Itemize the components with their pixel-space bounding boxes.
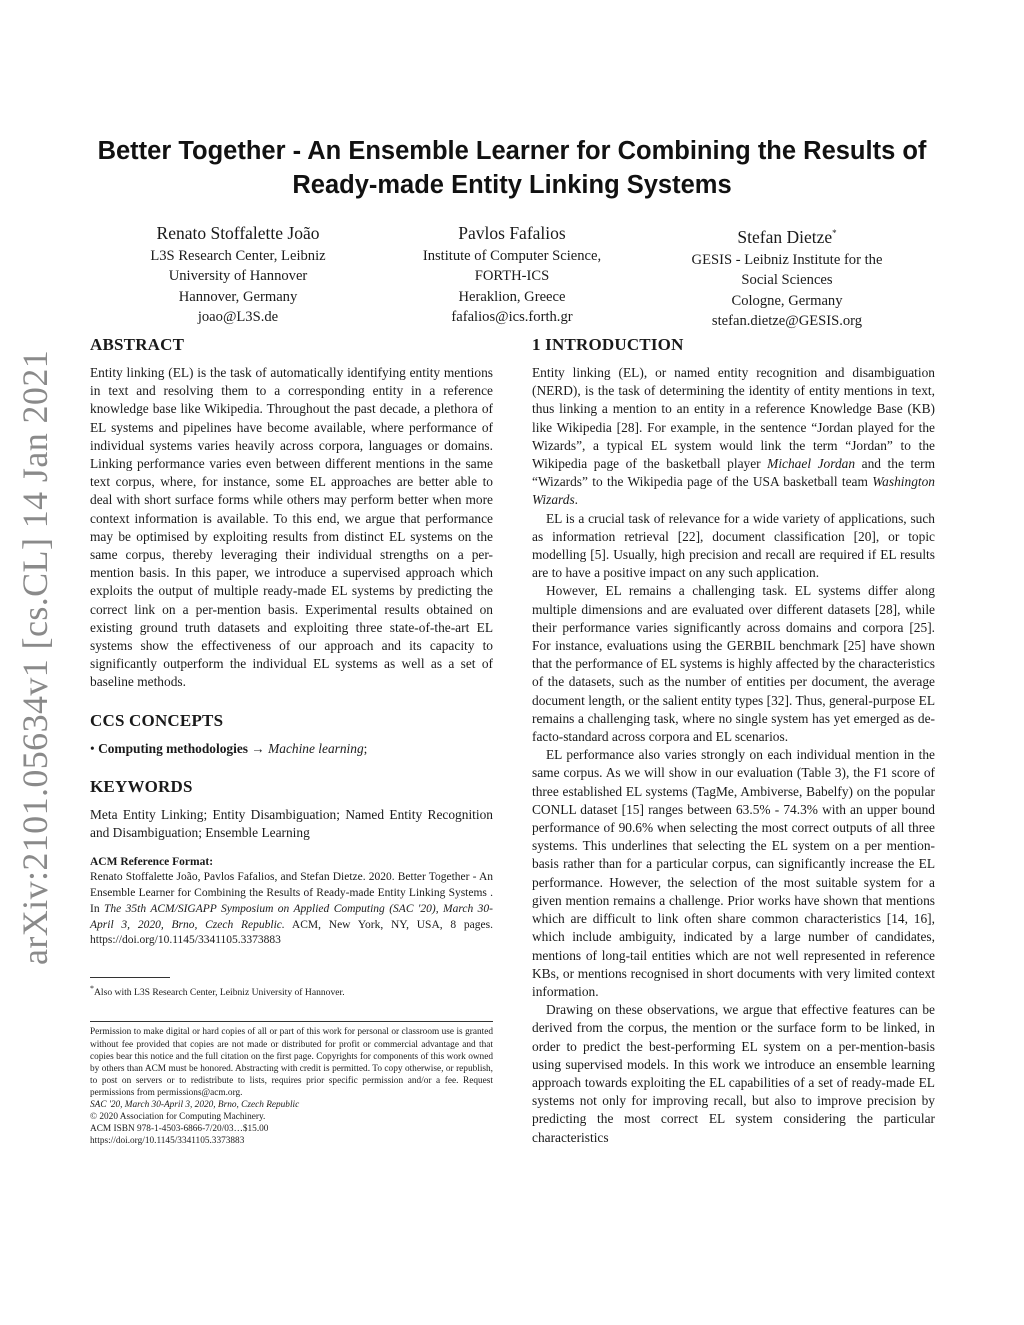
intro-paragraph-1: Entity linking (EL), or named entity recognition and disambiguation (NERD), is the task of determining the identity of entity mentions in text, thus linking a mention to an entity in a reference Knowledge Base (KB) like Wikipedia [28]. For example, in the sentence “Jordan played for the Wizards”, a typical EL system would link the term “Jordan” to the Wikipedia page of the basketball player Michael Jordan and the term “Wizards” to the Wikipedia page of the USA basketball team Washington Wizards.: [532, 365, 935, 508]
permission-doi: https://doi.org/10.1145/3341105.3373883: [90, 1136, 245, 1147]
author-location: Heraklion, Greece: [458, 288, 566, 305]
ccs-heading: CCS CONCEPTS: [90, 710, 224, 730]
author-affiliation: Institute of Computer Science,: [422, 248, 602, 264]
footnote: *Also with L3S Research Center, Leibniz University of Hannover.: [90, 984, 345, 999]
intro-paragraph-4: EL performance also varies strongly on each individual mention in the same corpus. As we will show in our evaluation (Table 3), the F1 score of three established EL systems (TagMe, Ambiverse, Babelfy) on the popular CONLL dataset [15] ranges between 63.5% - 74.3% with an upper bound performance of 90.6% when selecting the most correct outputs of all three systems. This underlines that selecting the EL system on a per mention-basis rather than for a particular corpus, can significantly increase the EL performance. However, the selection of the most suitable system for a given mention remains a challenge. Prior works have shown that mentions which are difficult to link often share common characteristics [14, 16], which include ambiguity, indicated by a large number of candidates, mentions of long-tail entities which are not well represented in reference KBs, or mentions recognised in short documents with very limited context information.: [532, 747, 935, 999]
acm-reference: [90, 856, 493, 949]
author-affiliation: FORTH-ICS: [474, 268, 550, 285]
author-2: [392, 220, 632, 328]
permission-isbn: ACM ISBN 978-1-4503-6866-7/20/03…$15.00: [90, 1124, 269, 1135]
author-affiliation: University of Hannover: [168, 268, 308, 285]
intro-paragraph-2: EL is a crucial task of relevance for a wide variety of applications, such as information retrieval [22], document classification [20], or topic modelling [5]. Usually, high precision and recall are required if EL results are to have a positive impact on any such application.: [532, 510, 935, 581]
footnote-mark: *: [832, 228, 837, 238]
ccs-concepts: • Computing methodologies → Machine learning;: [90, 740, 368, 756]
permission-text: Permission to make digital or hard copies of all or part of this work for personal or classroom use is granted without fee provided that copies are not made or distributed for profit or commercial advantage and that copies bear this notice and the full citation on the first page. Copyrights for components of this work owned by others than ACM must be honored. Abstracting with credit is permitted. To copy otherwise, or republish, to post on servers or to redistribute to lists, requires prior specific permission and/or a fee. Request permissions from permissions@acm.org.: [90, 1027, 493, 1098]
acm-reference-text: Renato Stoffalette João, Pavlos Fafalios, and Stefan Dietze. 2020. Better Together - An Ensemble Learner for Combining the Results of Ready-made Entity Linking Systems . In The 35th ACM/SIGAPP Symposium on Applied Computing (SAC '20), March 30-April 3, 2020, Brno, Czech Republic. ACM, New York, NY, USA, 8 pages. https://doi.org/10.1145/3341105.3373883: [90, 871, 493, 947]
author-name: Renato Stoffalette João: [156, 223, 320, 243]
author-affiliation: Social Sciences: [741, 272, 833, 289]
paper-title: Better Together - An Ensemble Learner for Combining the Results of Ready-made Entity Linking Systems: [97, 137, 927, 199]
permission-venue: SAC '20, March 30-April 3, 2020, Brno, Czech Republic: [90, 1100, 300, 1110]
left-column: [90, 334, 493, 1147]
author-location: Hannover, Germany: [178, 288, 298, 305]
abstract-text: Entity linking (EL) is the task of automatically identifying entity mentions in text and resolving them to a corresponding entity in a reference knowledge base like Wikipedia. Throughout the past decade, a plethora of EL systems and pipelines have become available, where performance of individual systems varies heavily across corpora, languages or domains. Linking performance varies even between different mentions in the same text corpus, where, for instance, some EL approaches are better able to deal with short surface forms while others may perform better when more context information is available. To this end, we argue that performance may be optimised by exploiting results from distinct EL systems on the same corpus, thereby leveraging their individual strengths on a per-mention basis. In this paper, we introduce a supervised approach which exploits the output of multiple ready-made EL systems by predicting the correct link on a per-mention basis. Experimental results obtained on existing ground truth datasets and exploiting three state-of-the-art EL systems show the effectiveness of our approach and its capacity to significantly outperform the individual EL systems as well as a set of baseline methods.: [90, 365, 493, 690]
author-name: Stefan Dietze*: [737, 226, 837, 247]
author-email: joao@L3S.de: [197, 309, 279, 326]
permission-rule: [90, 1021, 493, 1022]
keywords-text: Meta Entity Linking; Entity Disambiguation; Named Entity Recognition and Disambiguation; Ensemble Learning: [90, 806, 493, 841]
keywords-heading: KEYWORDS: [90, 776, 193, 796]
intro-paragraph-3: However, EL remains a challenging task. EL systems differ along multiple dimensions and are evaluated over different datasets [28], while their performance varies significantly across domains and corpora [25]. For instance, evaluations using the GERBIL benchmark [25] have shown that the performance of EL systems is highly affected by the characteristics of the datasets, such as the number of entities per document, the average document length, or the salient entity types [32]. Thus, general-purpose EL remains a challenging task, where no single system has yet emerged as de-facto-standard across corpora and EL scenarios.: [532, 583, 935, 745]
author-email: fafalios@ics.forth.gr: [451, 309, 573, 326]
author-3: [667, 220, 907, 331]
author-location: Cologne, Germany: [731, 292, 843, 309]
abstract-heading: ABSTRACT: [90, 335, 185, 354]
permission-copyright: © 2020 Association for Computing Machinery.: [90, 1112, 266, 1123]
author-affiliation: GESIS - Leibniz Institute for the: [691, 251, 883, 268]
footnote-rule: [90, 977, 170, 978]
author-1: [118, 220, 358, 328]
acm-reference-heading: ACM Reference Format:: [90, 856, 214, 869]
permission-block: [90, 1026, 493, 1147]
author-name: Pavlos Fafalios: [458, 223, 566, 243]
author-affiliation: L3S Research Center, Leibniz: [150, 248, 326, 264]
right-column: [532, 334, 935, 1147]
intro-paragraph-5: Drawing on these observations, we argue that effective features can be derived from the corpus, the mention or the surface form to be linked, in order to predict the best-performing EL system on a per-mention-basis using supervised models. In this work we introduce an ensemble learning approach towards exploiting the EL capabilities of a set of ready-made EL systems not only for improving recall, but also to improve precision by predicting the most correct EL system considering the particular characteristics: [532, 1002, 935, 1145]
author-email: stefan.dietze@GESIS.org: [711, 313, 863, 330]
arxiv-identifier: arXiv:2101.05634v1 [cs.CL] 14 Jan 2021: [15, 349, 55, 965]
section-heading-introduction: 1 INTRODUCTION: [532, 335, 684, 354]
